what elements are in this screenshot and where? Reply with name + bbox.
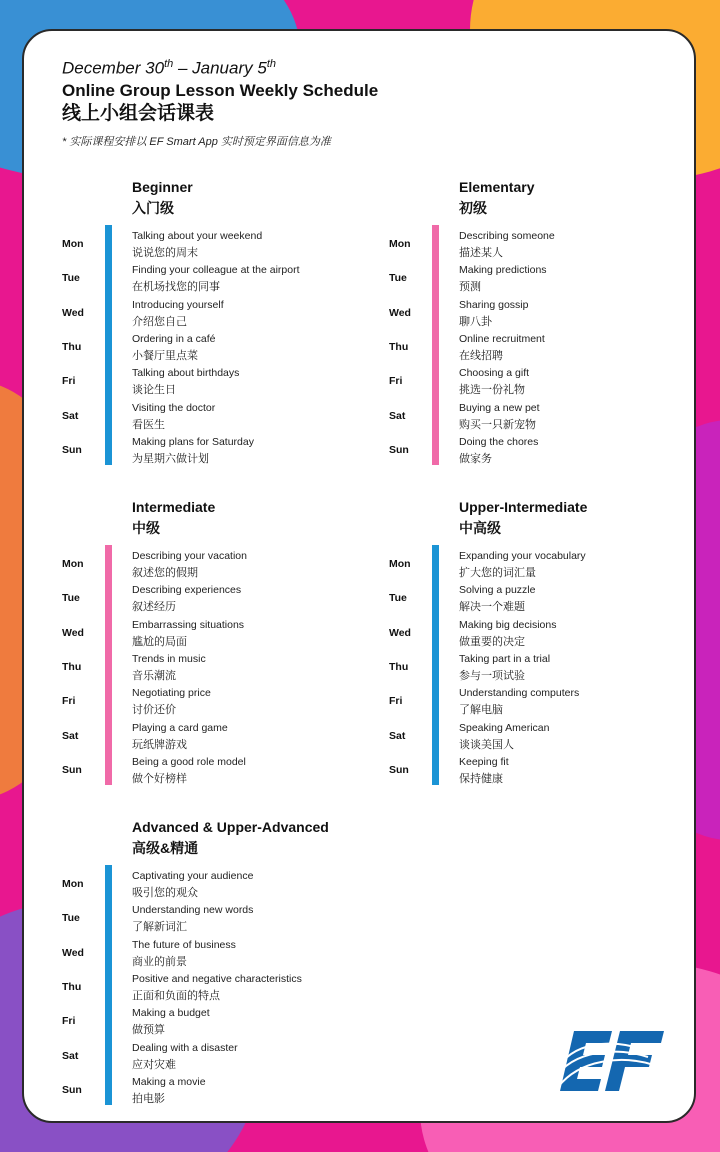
day-label: Mon bbox=[389, 558, 411, 570]
day-label: Sat bbox=[389, 409, 406, 422]
lesson-topic-en: Making plans for Saturday bbox=[132, 435, 254, 448]
lesson-topic-zh: 做个好榜样 bbox=[132, 772, 187, 785]
level-color-bar bbox=[432, 225, 439, 465]
lesson-topic-zh: 讨价还价 bbox=[132, 704, 176, 717]
lesson-topic-zh: 正面和负面的特点 bbox=[132, 989, 220, 1002]
lesson-topic-zh: 小餐厅里点菜 bbox=[132, 349, 198, 362]
lesson-topic-en: Making a movie bbox=[132, 1075, 206, 1088]
ef-logo-icon bbox=[552, 1031, 666, 1097]
level-title-en: Upper-Intermediate bbox=[459, 499, 588, 515]
level-title-en: Elementary bbox=[459, 179, 535, 195]
lesson-topic-zh: 挑选一份礼物 bbox=[459, 384, 525, 397]
date-start: December 30 bbox=[62, 58, 165, 78]
level-title-en: Beginner bbox=[132, 179, 193, 195]
lesson-topic-zh: 在机场找您的同事 bbox=[132, 281, 220, 294]
lesson-topic-zh: 解决一个难题 bbox=[459, 601, 525, 614]
lesson-topic-zh: 了解电脑 bbox=[459, 704, 503, 717]
lesson-topic-zh: 看医生 bbox=[132, 418, 165, 431]
lesson-topic-zh: 谈谈美国人 bbox=[459, 738, 514, 751]
lesson-topic-en: Describing your vacation bbox=[132, 550, 247, 562]
lesson-topic-zh: 商业的前景 bbox=[132, 955, 187, 968]
lesson-topic-zh: 保持健康 bbox=[459, 772, 503, 785]
date-start-suffix: th bbox=[164, 58, 174, 70]
lesson-topic-en: Expanding your vocabulary bbox=[459, 550, 586, 562]
lesson-topic-en: Ordering in a café bbox=[132, 332, 216, 345]
lesson-topic-zh: 谈论生日 bbox=[132, 384, 176, 397]
disclaimer-note: * 实际课程安排以 EF Smart App 实时预定界面信息为准 bbox=[62, 136, 331, 148]
lesson-topic-en: Visiting the doctor bbox=[132, 401, 216, 414]
lesson-topic-zh: 叙述经历 bbox=[132, 601, 176, 614]
lesson-topic-zh: 尴尬的局面 bbox=[132, 635, 187, 648]
lesson-topic-zh: 聊八卦 bbox=[459, 315, 492, 328]
lesson-topic-en: Positive and negative characteristics bbox=[132, 972, 302, 985]
lesson-topic-zh: 说说您的周末 bbox=[132, 247, 198, 259]
day-label: Tue bbox=[389, 272, 407, 285]
day-label: Tue bbox=[62, 912, 80, 925]
lesson-topic-en: Talking about your weekend bbox=[132, 230, 263, 242]
lesson-topic-zh: 参与一项试验 bbox=[459, 669, 525, 682]
day-label: Wed bbox=[389, 626, 411, 639]
day-label: Fri bbox=[389, 695, 403, 708]
lesson-topic-zh: 做预算 bbox=[132, 1024, 165, 1037]
lesson-topic-zh: 叙述您的假期 bbox=[132, 567, 198, 579]
lesson-topic-zh: 做重要的决定 bbox=[459, 635, 525, 648]
lesson-topic-zh: 扩大您的词汇量 bbox=[459, 567, 536, 579]
lesson-topic-zh: 为星期六做计划 bbox=[132, 452, 209, 465]
day-label: Fri bbox=[62, 375, 76, 388]
lesson-topic-zh: 吸引您的观众 bbox=[132, 887, 198, 899]
day-label: Wed bbox=[62, 306, 84, 319]
level-title-zh: 高级&精通 bbox=[132, 840, 199, 856]
level-color-bar bbox=[432, 545, 439, 785]
level-title-zh: 中高级 bbox=[459, 520, 501, 536]
title-chinese: 线上小组会话课表 bbox=[62, 102, 215, 124]
lesson-topic-en: Speaking American bbox=[459, 721, 550, 734]
lesson-topic-en: Talking about birthdays bbox=[132, 367, 240, 380]
day-label: Fri bbox=[389, 375, 403, 388]
lesson-topic-en: Understanding computers bbox=[459, 687, 580, 700]
day-label: Sun bbox=[62, 443, 82, 456]
lesson-topic-zh: 预测 bbox=[459, 281, 481, 294]
lesson-topic-en: Making big decisions bbox=[459, 618, 557, 631]
lesson-topic-en: Choosing a gift bbox=[459, 367, 530, 380]
day-label: Mon bbox=[62, 238, 84, 250]
lesson-topic-en: The future of business bbox=[132, 938, 236, 951]
day-label: Thu bbox=[62, 660, 82, 673]
lesson-topic-en: Making predictions bbox=[459, 264, 547, 277]
day-label: Thu bbox=[389, 340, 409, 353]
lesson-topic-zh: 介绍您自己 bbox=[132, 315, 187, 328]
day-label: Sun bbox=[62, 763, 82, 776]
lesson-topic-en: Dealing with a disaster bbox=[132, 1041, 238, 1054]
lesson-topic-en: Finding your colleague at the airport bbox=[132, 264, 300, 277]
day-label: Sat bbox=[62, 729, 79, 742]
lesson-topic-en: Making a budget bbox=[132, 1007, 210, 1020]
lesson-topic-en: Captivating your audience bbox=[132, 870, 254, 882]
lesson-topic-zh: 购买一只新宠物 bbox=[459, 418, 536, 431]
day-label: Mon bbox=[62, 878, 84, 890]
day-label: Tue bbox=[62, 592, 80, 605]
lesson-topic-en: Embarrassing situations bbox=[132, 618, 245, 631]
date-end-suffix: th bbox=[266, 58, 276, 70]
lesson-topic-en: Sharing gossip bbox=[459, 298, 529, 311]
day-label: Sat bbox=[62, 409, 79, 422]
lesson-topic-en: Trends in music bbox=[132, 652, 206, 665]
day-label: Sun bbox=[389, 763, 409, 776]
day-label: Fri bbox=[62, 695, 76, 708]
date-end: – January 5 bbox=[173, 58, 267, 78]
day-label: Wed bbox=[62, 626, 84, 639]
level-title-en: Intermediate bbox=[132, 499, 216, 515]
lesson-topic-en: Understanding new words bbox=[132, 904, 254, 917]
lesson-topic-zh: 描述某人 bbox=[459, 247, 503, 259]
day-label: Mon bbox=[389, 238, 411, 250]
lesson-topic-en: Doing the chores bbox=[459, 435, 539, 448]
level-color-bar bbox=[105, 225, 112, 465]
lesson-topic-en: Online recruitment bbox=[459, 332, 545, 345]
lesson-topic-en: Describing someone bbox=[459, 230, 555, 242]
level-color-bar bbox=[105, 545, 112, 785]
lesson-topic-zh: 在线招聘 bbox=[459, 349, 503, 362]
lesson-topic-en: Solving a puzzle bbox=[459, 584, 536, 597]
day-label: Sun bbox=[62, 1083, 82, 1096]
schedule-card bbox=[22, 29, 696, 1123]
lesson-topic-en: Describing experiences bbox=[132, 584, 242, 597]
lesson-topic-en: Being a good role model bbox=[132, 755, 246, 768]
day-label: Thu bbox=[62, 980, 82, 993]
day-label: Mon bbox=[62, 558, 84, 570]
day-label: Wed bbox=[389, 306, 411, 319]
level-title-zh: 初级 bbox=[459, 200, 487, 216]
day-label: Wed bbox=[62, 946, 84, 959]
lesson-topic-en: Buying a new pet bbox=[459, 401, 540, 414]
lesson-topic-zh: 玩纸牌游戏 bbox=[132, 738, 187, 751]
level-title-zh: 入门级 bbox=[132, 200, 174, 216]
lesson-topic-en: Keeping fit bbox=[459, 755, 509, 768]
day-label: Thu bbox=[62, 340, 82, 353]
lesson-topic-en: Taking part in a trial bbox=[459, 652, 551, 665]
day-label: Thu bbox=[389, 660, 409, 673]
day-label: Tue bbox=[62, 272, 80, 285]
lesson-topic-en: Negotiating price bbox=[132, 687, 211, 700]
lesson-topic-zh: 了解新词汇 bbox=[132, 921, 187, 934]
lesson-topic-zh: 拍电影 bbox=[132, 1092, 165, 1105]
header bbox=[62, 53, 378, 126]
day-label: Sat bbox=[62, 1049, 79, 1062]
lesson-topic-zh: 应对灾难 bbox=[132, 1058, 176, 1071]
day-label: Sat bbox=[389, 729, 406, 742]
lesson-topic-zh: 做家务 bbox=[459, 452, 492, 465]
level-color-bar bbox=[105, 865, 112, 1105]
level-title-en: Advanced & Upper-Advanced bbox=[132, 819, 329, 835]
level-title-zh: 中级 bbox=[132, 520, 160, 536]
lesson-topic-en: Introducing yourself bbox=[132, 298, 224, 311]
day-label: Sun bbox=[389, 443, 409, 456]
lesson-topic-zh: 音乐潮流 bbox=[132, 669, 176, 682]
date-range bbox=[62, 53, 378, 80]
title-english: Online Group Lesson Weekly Schedule bbox=[62, 80, 379, 100]
lesson-topic-en: Playing a card game bbox=[132, 721, 228, 734]
day-label: Tue bbox=[389, 592, 407, 605]
day-label: Fri bbox=[62, 1015, 76, 1028]
